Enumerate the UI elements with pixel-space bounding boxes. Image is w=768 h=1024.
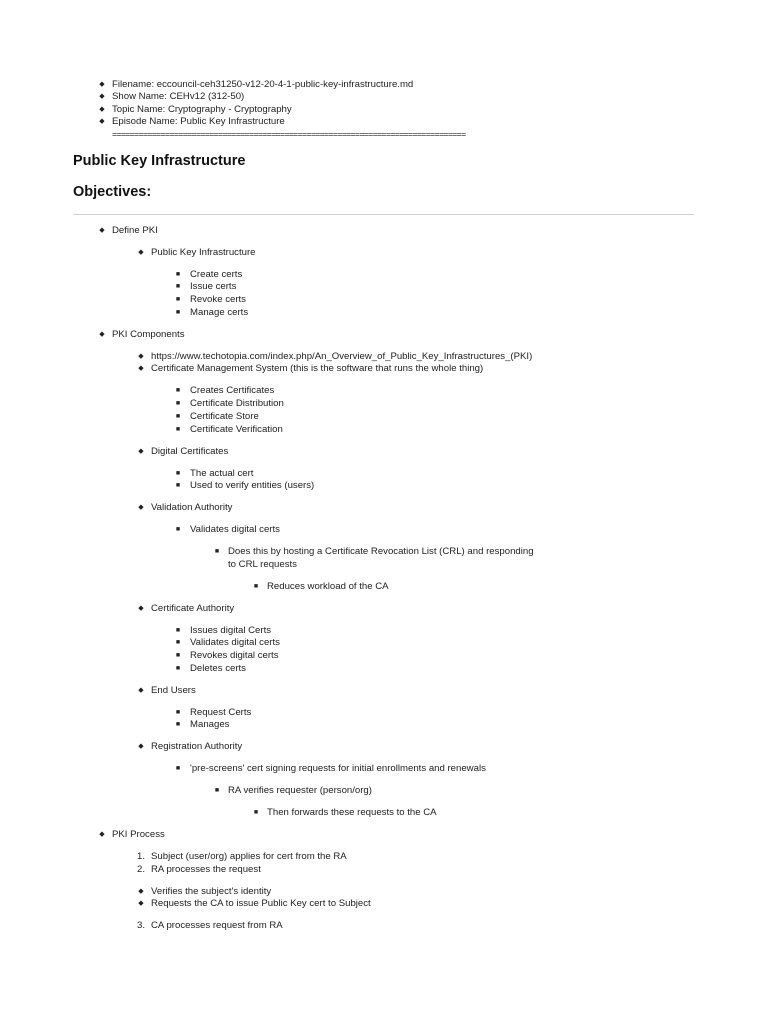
diamond-bullet-icon: ◆ — [99, 93, 105, 100]
meta-episode-name: Episode Name: Public Key Infrastructure — [112, 116, 285, 127]
square-bullet-icon: ■ — [253, 583, 259, 590]
meta-topic-name: Topic Name: Cryptography - Cryptography — [112, 104, 292, 115]
square-bullet-icon: ■ — [175, 309, 181, 316]
square-bullet-icon: ■ — [175, 665, 181, 672]
diamond-bullet-icon: ◆ — [99, 331, 105, 338]
square-bullet-icon: ■ — [175, 283, 181, 290]
list-item: Validates digital certs — [190, 637, 280, 648]
square-bullet-icon: ■ — [175, 526, 181, 533]
square-bullet-icon: ■ — [253, 809, 259, 816]
list-item: Requests the CA to issue Public Key cert to Subject — [151, 898, 371, 909]
list-item: Certificate Authority — [151, 603, 235, 614]
list-item: Digital Certificates — [151, 446, 229, 457]
list-item: Creates Certificates — [190, 385, 275, 396]
reference-link[interactable]: https://www.techotopia.com/index.php/An_Overview_of_Public_Key_Infrastructures_(PKI) — [151, 351, 533, 362]
list-item: PKI Components — [112, 329, 185, 340]
square-bullet-icon: ■ — [175, 721, 181, 728]
list-item: Certificate Management System (this is the software that runs the whole thing) — [151, 363, 484, 374]
square-bullet-icon: ■ — [214, 787, 220, 794]
diamond-bullet-icon: ◆ — [138, 249, 144, 256]
list-item: 'pre-screens' cert signing requests for initial enrollments and renewals — [190, 763, 486, 774]
square-bullet-icon: ■ — [175, 470, 181, 477]
list-item: Does this by hosting a Certificate Revocation List (CRL) and responding — [228, 546, 534, 557]
list-item: Reduces workload of the CA — [267, 581, 389, 592]
list-item: Request Certs — [190, 707, 252, 718]
square-bullet-icon: ■ — [175, 387, 181, 394]
list-item: Revokes digital certs — [190, 650, 279, 661]
list-item: Manages — [190, 719, 230, 730]
list-item: Manage certs — [190, 307, 249, 318]
diamond-bullet-icon: ◆ — [138, 353, 144, 360]
diamond-bullet-icon: ◆ — [138, 365, 144, 372]
list-item: Issue certs — [190, 281, 237, 292]
list-item: Registration Authority — [151, 741, 243, 752]
list-item: Validates digital certs — [190, 524, 280, 535]
meta-show-name: Show Name: CEHv12 (312-50) — [112, 91, 245, 102]
list-item: Verifies the subject's identity — [151, 886, 272, 897]
page-title: Public Key Infrastructure — [73, 153, 246, 169]
square-bullet-icon: ■ — [175, 652, 181, 659]
list-item-continuation: to CRL requests — [228, 559, 297, 570]
diamond-bullet-icon: ◆ — [138, 504, 144, 511]
diamond-bullet-icon: ◆ — [138, 888, 144, 895]
square-bullet-icon: ■ — [175, 709, 181, 716]
list-number: 3. — [137, 920, 146, 931]
list-item: Certificate Verification — [190, 424, 283, 435]
list-item: Create certs — [190, 269, 243, 280]
list-item: Revoke certs — [190, 294, 246, 305]
square-bullet-icon: ■ — [175, 482, 181, 489]
diamond-bullet-icon: ◆ — [138, 743, 144, 750]
diamond-bullet-icon: ◆ — [138, 687, 144, 694]
square-bullet-icon: ■ — [175, 426, 181, 433]
meta-filename: Filename: eccouncil-ceh31250-v12-20-4-1-public-key-infrastructure.md — [112, 79, 414, 90]
list-item: Issues digital Certs — [190, 625, 272, 636]
diamond-bullet-icon: ◆ — [99, 227, 105, 234]
square-bullet-icon: ■ — [175, 296, 181, 303]
list-item: Define PKI — [112, 225, 158, 236]
separator-line: ================================================================================ — [112, 129, 466, 139]
list-item: Public Key Infrastructure — [151, 247, 256, 258]
diamond-bullet-icon: ◆ — [99, 118, 105, 125]
square-bullet-icon: ■ — [175, 271, 181, 278]
diamond-bullet-icon: ◆ — [138, 900, 144, 907]
diamond-bullet-icon: ◆ — [99, 81, 105, 88]
list-number: 1. — [137, 851, 146, 862]
square-bullet-icon: ■ — [175, 639, 181, 646]
list-item: Certificate Store — [190, 411, 259, 422]
list-item: End Users — [151, 685, 196, 696]
divider — [73, 214, 694, 215]
square-bullet-icon: ■ — [175, 400, 181, 407]
square-bullet-icon: ■ — [214, 548, 220, 555]
square-bullet-icon: ■ — [175, 765, 181, 772]
diamond-bullet-icon: ◆ — [99, 831, 105, 838]
square-bullet-icon: ■ — [175, 413, 181, 420]
list-item: PKI Process — [112, 829, 165, 840]
diamond-bullet-icon: ◆ — [138, 448, 144, 455]
diamond-bullet-icon: ◆ — [99, 106, 105, 113]
list-item: The actual cert — [190, 468, 254, 479]
list-item: Certificate Distribution — [190, 398, 284, 409]
list-item: Subject (user/org) applies for cert from the RA — [151, 851, 347, 862]
list-item: Deletes certs — [190, 663, 246, 674]
diamond-bullet-icon: ◆ — [138, 605, 144, 612]
list-item: RA processes the request — [151, 864, 261, 875]
list-item: Used to verify entities (users) — [190, 480, 315, 491]
objectives-heading: Objectives: — [73, 184, 152, 200]
list-number: 2. — [137, 864, 146, 875]
list-item: Then forwards these requests to the CA — [267, 807, 437, 818]
list-item: RA verifies requester (person/org) — [228, 785, 372, 796]
square-bullet-icon: ■ — [175, 627, 181, 634]
list-item: Validation Authority — [151, 502, 233, 513]
list-item: CA processes request from RA — [151, 920, 283, 931]
